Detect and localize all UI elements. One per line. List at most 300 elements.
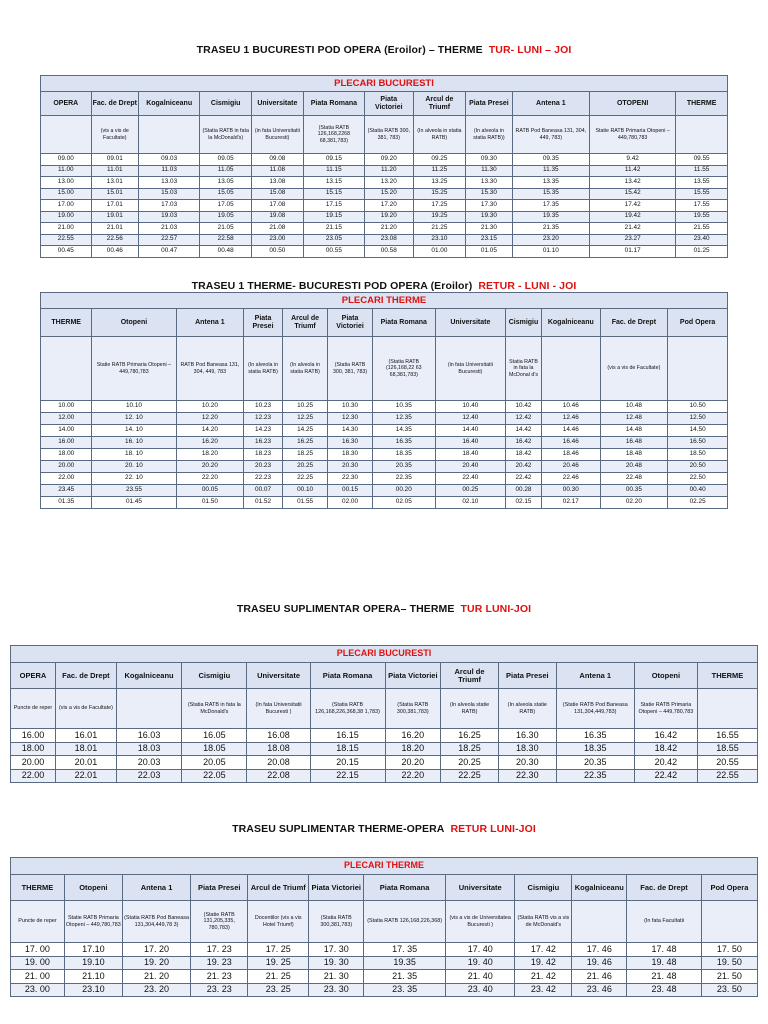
landmark-note: Statie RATB Primaria Otopeni – 449,780,783 [634,689,697,729]
table-traseu1-retur [40,292,728,509]
departure-time: 11.00 [41,165,92,177]
departure-time: 12. 10 [92,413,176,425]
departure-time: 17.08 [252,200,304,212]
landmark-note: Puncte de reper [11,689,56,729]
landmark-note: (Statia RATB 126,168,226,368) [364,901,446,943]
departure-time: 19. 30 [309,956,364,970]
column-header: THERME [41,309,92,337]
departure-time: 22.40 [435,473,505,485]
departure-time: 13.42 [590,177,676,189]
departure-time: 16.35 [556,729,634,743]
departure-time: 21.55 [676,223,728,235]
landmark-note: (In alveola statie RATB) [498,689,556,729]
departure-time: 00.47 [138,246,199,258]
departure-time: 15.42 [590,188,676,200]
departure-time: 22.08 [247,769,310,783]
departure-time: 21. 46 [572,970,627,984]
departure-time: 16.42 [505,437,541,449]
departure-time: 17.30 [466,200,512,212]
landmark-note: Puncte de reper [11,901,65,943]
departure-time: 14.20 [176,425,244,437]
departure-time: 21.10 [64,970,122,984]
departure-time: 02.15 [505,497,541,509]
table-suplimentar-tur [10,645,758,783]
departure-time: 09.35 [512,154,590,166]
landmark-note: Statia RATB in fata la McDonal d's [505,337,541,401]
departure-time: 19.20 [365,211,413,223]
landmark-note: (vis a vis de Universitatea Bucuresti ) [446,901,515,943]
column-header: Arcul de Triumf [282,309,328,337]
section-1-title-text: TRASEU 1 BUCURESTI POD OPERA (Eroilor) – THERME [196,44,483,56]
departure-time: 00.15 [328,485,372,497]
departure-time: 22.01 [55,769,116,783]
departure-time: 20.50 [668,461,728,473]
departure-time: 18.08 [247,742,310,756]
column-header: Pod Opera [701,875,757,901]
departure-time: 22.00 [41,473,92,485]
column-header: Universitate [247,663,310,689]
table-row [41,425,728,437]
departure-time: 23.27 [590,234,676,246]
table-row [41,165,728,177]
column-header: Piata Romana [310,663,385,689]
departure-time: 15.05 [200,188,252,200]
landmark-note: (vis a vis de Facultate) [91,116,138,154]
departure-time: 23. 40 [446,983,515,997]
departure-time: 14.00 [41,425,92,437]
departure-time: 19.35 [512,211,590,223]
departure-time: 00.45 [41,246,92,258]
departure-time: 23. 00 [11,983,65,997]
departure-time: 21. 25 [248,970,309,984]
column-header: Otopeni [92,309,176,337]
departure-time: 01.52 [244,497,283,509]
departure-time: 19. 00 [11,956,65,970]
departure-time: 19.10 [64,956,122,970]
column-header: Fac. de Drept [600,309,668,337]
departure-time: 17. 42 [515,943,572,957]
departure-time: 15.03 [138,188,199,200]
column-header: Antena 1 [512,92,590,116]
departure-time: 16.05 [182,729,247,743]
departure-time: 22.03 [116,769,181,783]
table-row [41,154,728,166]
departure-time: 09.03 [138,154,199,166]
column-header: Piata Victoriei [385,663,441,689]
departure-time: 22.30 [498,769,556,783]
departure-time: 10.20 [176,401,244,413]
departure-time: 20.00 [11,756,56,770]
departure-time: 19.08 [252,211,304,223]
departure-time: 19. 42 [515,956,572,970]
departure-time: 19.25 [413,211,466,223]
departure-time: 16.20 [385,729,441,743]
departure-time: 23. 50 [701,983,757,997]
departure-time: 18.42 [634,742,697,756]
table-row [11,729,758,743]
departure-time: 19. 23 [191,956,248,970]
departure-time: 11.01 [91,165,138,177]
landmark-note [697,689,757,729]
departure-time: 17.10 [64,943,122,957]
column-header: Universitate [435,309,505,337]
departure-time: 00.25 [435,485,505,497]
departure-time: 21. 50 [701,970,757,984]
departure-time: 18.55 [697,742,757,756]
departure-time: 02.25 [668,497,728,509]
departure-time: 23. 23 [191,983,248,997]
departure-time: 18.15 [310,742,385,756]
departure-time: 21. 48 [627,970,702,984]
landmark-note: Statie RATB Primaria Otopeni – 449,780,783 [92,337,176,401]
departure-time: 21.15 [303,223,364,235]
departure-time: 00.50 [252,246,304,258]
departure-time: 11.15 [303,165,364,177]
landmark-note: (Statia RATB 300,381,783) [385,689,441,729]
table-row [41,473,728,485]
departure-time: 19. 46 [572,956,627,970]
departure-time: 00.10 [282,485,328,497]
departure-time: 21.08 [252,223,304,235]
departure-time: 19.42 [590,211,676,223]
column-header: Antena 1 [122,875,190,901]
departure-time: 16.25 [282,437,328,449]
departure-time: 09.20 [365,154,413,166]
departure-time: 02.05 [372,497,435,509]
departure-time: 09.01 [91,154,138,166]
departure-time: 21.42 [590,223,676,235]
departure-time: 22.35 [372,473,435,485]
departure-time: 21. 35 [364,970,446,984]
column-header: Kogalniceanu [572,875,627,901]
departure-time: 00.30 [542,485,600,497]
landmark-note: (In alveola in statia RATB) [282,337,328,401]
departure-time: 21.01 [91,223,138,235]
departure-time: 00.28 [505,485,541,497]
landmark-note: (In fata Universitatii Bucuresti ) [247,689,310,729]
departure-time: 14.35 [372,425,435,437]
departure-time: 20.25 [441,756,499,770]
table-row [11,742,758,756]
landmark-note: (Statia RATB 126,168,226,368,38 1,783) [310,689,385,729]
departure-time: 20.48 [600,461,668,473]
departure-time: 18.42 [505,449,541,461]
departure-time: 19.00 [41,211,92,223]
departure-time: 10.42 [505,401,541,413]
table-row [41,401,728,413]
table-row [11,756,758,770]
departure-time: 18.46 [542,449,600,461]
departure-time: 20.15 [310,756,385,770]
departure-time: 22. 10 [92,473,176,485]
departure-time: 18.03 [116,742,181,756]
departure-time: 18.48 [600,449,668,461]
departure-time: 00.35 [600,485,668,497]
departure-time: 01.50 [176,497,244,509]
departure-time: 22.55 [41,234,92,246]
departure-time: 09.25 [413,154,466,166]
departure-time: 23.45 [41,485,92,497]
landmark-note: (In alveola statie RATB) [441,689,499,729]
departure-time: 10.48 [600,401,668,413]
departure-time: 13.25 [413,177,466,189]
departure-time: 23.10 [413,234,466,246]
departure-time: 22.15 [310,769,385,783]
table-row [41,188,728,200]
departure-time: 17. 50 [701,943,757,957]
column-header: Piata Victoriei [309,875,364,901]
landmark-note: (Statia RATB Pod Baneasa 131,304,449,78 3) [122,901,190,943]
departure-time: 22.55 [697,769,757,783]
section-3-title-text: TRASEU SUPLIMENTAR OPERA– THERME [236,603,455,615]
section-4-title [0,823,768,835]
departure-time: 17.25 [413,200,466,212]
departure-time: 21. 42 [515,970,572,984]
column-header: THERME [697,663,757,689]
landmark-note: (In alveola in statia RATB) [244,337,283,401]
departure-time: 19. 50 [701,956,757,970]
column-header: Otopeni [64,875,122,901]
column-header: Arcul de Triumf [413,92,466,116]
departure-time: 14.48 [600,425,668,437]
landmark-note [138,116,199,154]
table-row [11,769,758,783]
departure-time: 16.42 [634,729,697,743]
column-header: Pod Opera [668,309,728,337]
departure-time: 11.42 [590,165,676,177]
table-row [11,983,758,997]
departure-time: 20.00 [41,461,92,473]
departure-time: 16.30 [328,437,372,449]
section-3-title [0,603,768,615]
departure-time: 01.25 [676,246,728,258]
column-header: Piata Presei [498,663,556,689]
departure-time: 22.58 [200,234,252,246]
landmark-note: (Statie RATB 131,205,335, 780,783) [191,901,248,943]
departure-time: 17.35 [512,200,590,212]
departure-time: 01.55 [282,497,328,509]
section-3-title-red: TUR LUNI-JOI [460,603,532,615]
departure-time: 16.01 [55,729,116,743]
landmark-note [41,337,92,401]
departure-time: 19.03 [138,211,199,223]
departure-time: 11.30 [466,165,512,177]
departure-time: 18.23 [244,449,283,461]
departure-time: 01.05 [466,246,512,258]
departure-time: 13.20 [365,177,413,189]
column-header: Kogalniceanu [138,92,199,116]
landmark-note: (In alveola in statia RATB)) [466,116,512,154]
departure-time: 16.23 [244,437,283,449]
departure-time: 20.03 [116,756,181,770]
departure-time: 18.50 [668,449,728,461]
departure-time: 00.07 [244,485,283,497]
departure-time: 10.50 [668,401,728,413]
departure-time: 17.05 [200,200,252,212]
departure-time: 23.08 [365,234,413,246]
table-row [41,497,728,509]
landmark-note [542,337,600,401]
departure-time: 13.30 [466,177,512,189]
departure-time: 20.25 [282,461,328,473]
departure-time: 12.42 [505,413,541,425]
section-2-title-text: TRASEU 1 THERME- BUCURESTI POD OPERA (Eroilor) [191,280,473,292]
landmark-note [676,116,728,154]
column-header: Antena 1 [176,309,244,337]
departure-time: 18.35 [556,742,634,756]
departure-time: 00.20 [372,485,435,497]
landmark-note: (Statia RATB 300, 381, 783) [365,116,413,154]
departure-time: 20.42 [634,756,697,770]
departure-time: 11.05 [200,165,252,177]
section-1-title [0,44,768,56]
departure-time: 16.48 [600,437,668,449]
departure-time: 22.20 [385,769,441,783]
departure-time: 23. 25 [248,983,309,997]
departure-time: 17. 25 [248,943,309,957]
departure-time: 16.46 [542,437,600,449]
departure-time: 02.20 [600,497,668,509]
departure-time: 22.25 [441,769,499,783]
departure-time: 15.30 [466,188,512,200]
departure-time: 14. 10 [92,425,176,437]
departure-time: 11.20 [365,165,413,177]
landmark-note: (in fata Universitatii Bucuresti) [435,337,505,401]
departure-time: 10.40 [435,401,505,413]
column-header: Universitate [252,92,304,116]
landmark-note [116,689,181,729]
section-2-title-red: RETUR - LUNI - JOI [478,280,577,292]
column-header: Piata Presei [244,309,283,337]
departure-time: 11.25 [413,165,466,177]
departure-time: 16.35 [372,437,435,449]
table-banner: PLECARI BUCURESTI [11,646,758,663]
departure-time: 19.01 [91,211,138,223]
departure-time: 02.10 [435,497,505,509]
departure-time: 01.10 [512,246,590,258]
departure-time: 16.50 [668,437,728,449]
departure-time: 18. 10 [92,449,176,461]
departure-time: 12.35 [372,413,435,425]
landmark-note: (Statia RATB (126,168,22 63 68,381,783) [372,337,435,401]
departure-time: 19.30 [466,211,512,223]
departure-time: 23. 20 [122,983,190,997]
departure-time: 16.15 [310,729,385,743]
departure-time: 15.20 [365,188,413,200]
departure-time: 21. 40 [446,970,515,984]
departure-time: 17. 40 [446,943,515,957]
landmark-note: (Statia RATB in fata la McDonald's [182,689,247,729]
departure-time: 23. 48 [627,983,702,997]
departure-time: 21. 30 [309,970,364,984]
table-traseu1-tur [40,75,728,258]
departure-time: 00.40 [668,485,728,497]
column-header: Universitate [446,875,515,901]
column-header: Piata Presei [466,92,512,116]
departure-time: 00.05 [176,485,244,497]
departure-time: 13.03 [138,177,199,189]
column-header: THERME [676,92,728,116]
landmark-note: (Statia RATB vis a vis de McDonald's [515,901,572,943]
departure-time: 22.00 [11,769,56,783]
departure-time: 10.30 [328,401,372,413]
departure-time: 20.01 [55,756,116,770]
departure-time: 02.00 [328,497,372,509]
departure-time: 18.20 [385,742,441,756]
departure-time: 11.08 [252,165,304,177]
column-header: Piata Victoriei [328,309,372,337]
departure-time: 17.00 [41,200,92,212]
departure-time: 16.30 [498,729,556,743]
departure-time: 15.08 [252,188,304,200]
table-row [41,211,728,223]
departure-time: 23.00 [252,234,304,246]
departure-time: 16.55 [697,729,757,743]
table-row [41,200,728,212]
table-row [41,461,728,473]
departure-time: 16.08 [247,729,310,743]
departure-time: 22.25 [282,473,328,485]
departure-time: 16. 10 [92,437,176,449]
departure-time: 17. 35 [364,943,446,957]
departure-time: 20.30 [328,461,372,473]
section-2-title [0,280,768,292]
departure-time: 01.17 [590,246,676,258]
departure-time: 12.20 [176,413,244,425]
departure-time: 13.00 [41,177,92,189]
departure-time: 17.03 [138,200,199,212]
departure-time: 18.00 [41,449,92,461]
column-header: Piata Romana [372,309,435,337]
landmark-note: (Statia RATB 300, 381, 783) [328,337,372,401]
departure-time: 13.05 [200,177,252,189]
departure-time: 17. 20 [122,943,190,957]
departure-time: 00.55 [303,246,364,258]
column-header: OPERA [41,92,92,116]
departure-time: 16.00 [41,437,92,449]
departure-time: 14.30 [328,425,372,437]
departure-time: 14.40 [435,425,505,437]
departure-time: 20.40 [435,461,505,473]
column-header: Otopeni [634,663,697,689]
departure-time: 22.46 [542,473,600,485]
departure-time: 18.01 [55,742,116,756]
departure-time: 17. 48 [627,943,702,957]
table-row [11,956,758,970]
landmark-note [668,337,728,401]
departure-time: 13.35 [512,177,590,189]
landmark-note: (vis a vis de Facultate) [55,689,116,729]
column-header: Fac. de Drept [91,92,138,116]
departure-time: 11.55 [676,165,728,177]
departure-time: 18.30 [498,742,556,756]
departure-time: 16.40 [435,437,505,449]
column-header: Piata Presei [191,875,248,901]
departure-time: 16.20 [176,437,244,449]
departure-time: 18.00 [11,742,56,756]
departure-time: 18.25 [282,449,328,461]
departure-time: 11.35 [512,165,590,177]
departure-time: 01.35 [41,497,92,509]
departure-time: 22.42 [634,769,697,783]
departure-time: 21. 20 [122,970,190,984]
departure-time: 13.01 [91,177,138,189]
departure-time: 00.46 [91,246,138,258]
departure-time: 15.01 [91,188,138,200]
departure-time: 18.40 [435,449,505,461]
departure-time: 20.30 [498,756,556,770]
column-header: Arcul de Triumf [441,663,499,689]
